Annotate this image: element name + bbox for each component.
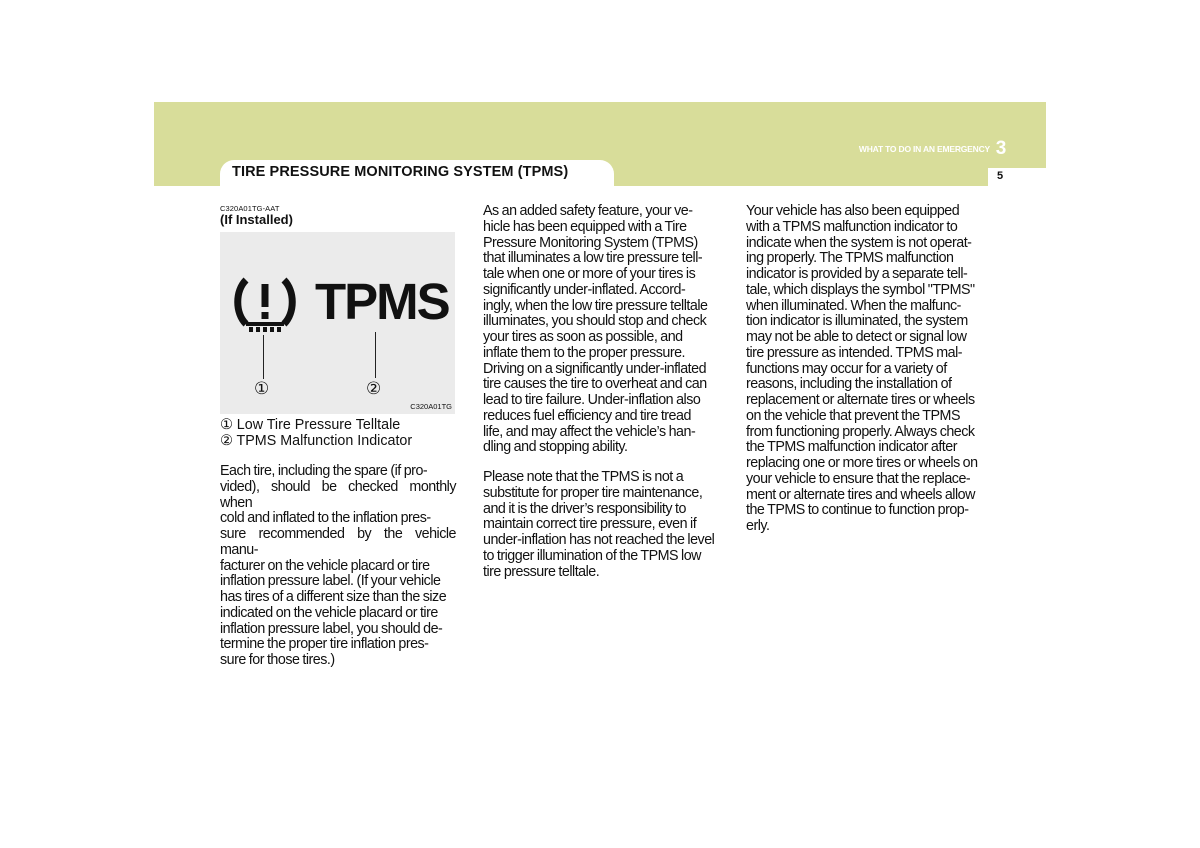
paragraph-tpms-overview: As an added safety feature, your ve- hicle has been equipped with a Tire Pressure Monitoring System (TPMS) that illuminates a low tire pressure tell- tale when one or more of your tires is significantly under-inflated. Accord- ingly, when the low tire pressure telltale illuminates, you should stop and check your tires as soon as possible, and inflate them to the proper pressure. Driving on a significantly under-inflated tire causes the tire to overheat and can lead to tire failure. Under-inflation also reduces fuel efficiency and tire tread life, and may affect the vehicle’s han- dling and stopping ability.: [483, 203, 708, 456]
chapter-title: WHAT TO DO IN AN EMERGENCY: [858, 144, 990, 154]
low-tire-pressure-icon: [232, 276, 298, 336]
figure-captions: [220, 417, 412, 449]
callout-2-marker: ②: [366, 379, 382, 398]
section-title: TIRE PRESSURE MONITORING SYSTEM (TPMS): [232, 164, 569, 180]
callout-1-marker: ①: [254, 379, 270, 398]
caption-low-tire-pressure-telltale: ① Low Tire Pressure Telltale: [220, 417, 401, 433]
figure-code: C320A01TG: [410, 402, 452, 411]
page-number: 5: [996, 170, 1004, 182]
paragraph-monthly-check: Each tire, including the spare (if pro- vided), should be checked monthly when cold and inflated to the inflation pres- sure recommended by the vehicle manu- facturer on the vehicle placard or tire inflation pressure label. (If your vehicle has tires of a different size than the size indicated on the vehicle placard or tire inflation pressure label, you should de- termine the proper tire inflation pres- sure for those tires.): [220, 463, 456, 668]
paragraph-malfunction-indicator: Your vehicle has also been equipped with a TPMS malfunction indicator to indicate when the system is not operat- ing properly. The TPMS malfunction indicator is provided by a separate tell- tale, which displays the symbol "TPMS" when illuminated. When the malfunc- tion indicator is illuminated, the system may not be able to detect or signal low tire pressure as intended. TPMS mal- functions may occur for a variety of reasons, including the installation of replacement or alternate tires or wheels on the vehicle that prevent the TPMS from functioning properly. Always check the TPMS malfunction indicator after replacing one or more tires or wheels on your vehicle to ensure that the replace- ment or alternate tires and wheels allow the TPMS to continue to function prop- erly.: [746, 203, 978, 534]
tpms-figure: [220, 232, 455, 414]
tpms-indicator-label: TPMS: [315, 273, 449, 330]
if-installed-note: (If Installed): [220, 212, 293, 227]
paragraph-tpms-not-substitute: Please note that the TPMS is not a substitute for proper tire maintenance, and it is the driver’s responsibility to maintain correct tire pressure, even if under-inflation has not reached the level to trigger illumination of the TPMS low tire pressure telltale.: [483, 469, 715, 580]
callout-line-1: [263, 335, 264, 379]
section-code: C320A01TG-AAT: [220, 204, 280, 213]
chapter-number: 3: [995, 138, 1007, 159]
callout-line-2: [375, 332, 376, 378]
caption-tpms-malfunction-indicator: ② TPMS Malfunction Indicator: [220, 433, 413, 449]
